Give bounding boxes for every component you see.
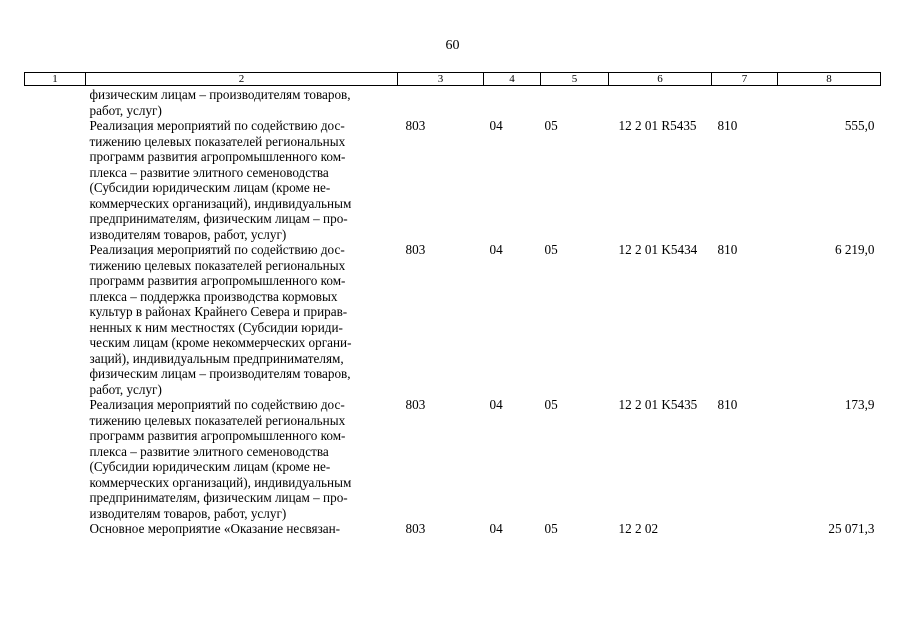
column-number-header (25, 73, 881, 86)
amount-cell: 173,9 (844, 397, 875, 412)
subsection-code-cell (541, 86, 609, 119)
amount-cell: 6 219,0 (834, 242, 875, 257)
header-cell: 1 (25, 73, 86, 86)
subsection-code-cell: 05 (544, 242, 558, 257)
description-cell: Реализация мероприятий по содействию дос- тижению целевых показателей региональных программ развития агропромышленного ком- плекса – развитие элитного семеноводства (Субсидии юридическим лицам (кроме не- коммерческих организаций), индивидуальным предпринимателям, физическим лицам – про- изводителям товаров, работ, услуг) (89, 397, 352, 521)
amount-cell (778, 86, 881, 119)
target-article-cell: 12 2 02 (618, 521, 659, 536)
header-cell: 7 (712, 73, 778, 86)
expense-type-cell (712, 521, 778, 537)
header-cell: 4 (484, 73, 541, 86)
row-number-cell (25, 86, 86, 119)
amount-cell: 555,0 (844, 118, 875, 133)
table-row (25, 521, 881, 537)
section-code-cell: 04 (489, 118, 503, 133)
table-row (25, 397, 881, 521)
section-code-cell: 04 (489, 397, 503, 412)
section-code-cell: 04 (489, 242, 503, 257)
header-cell: 2 (86, 73, 398, 86)
expense-type-cell: 810 (717, 242, 738, 257)
target-article-cell: 12 2 01 R5435 (618, 118, 697, 133)
target-article-cell (609, 86, 712, 119)
target-article-cell: 12 2 01 K5434 (618, 242, 698, 257)
header-cell: 3 (398, 73, 484, 86)
ministry-code-cell: 803 (405, 397, 426, 412)
table-row (25, 118, 881, 242)
table-row (25, 242, 881, 397)
header-cell: 6 (609, 73, 712, 86)
subsection-code-cell: 05 (544, 397, 558, 412)
subsection-code-cell: 05 (544, 521, 558, 536)
table-row (25, 86, 881, 119)
description-cell: физическим лицам – производителям товаров, работ, услуг) (89, 87, 351, 118)
budget-table (24, 72, 881, 537)
ministry-code-cell (398, 86, 484, 119)
target-article-cell: 12 2 01 K5435 (618, 397, 698, 412)
expense-type-cell: 810 (717, 397, 738, 412)
section-code-cell (484, 86, 541, 119)
amount-cell: 25 071,3 (828, 521, 875, 536)
subsection-code-cell: 05 (544, 118, 558, 133)
ministry-code-cell: 803 (405, 242, 426, 257)
row-number-cell (25, 242, 86, 397)
row-number-cell (25, 521, 86, 537)
header-cell: 8 (778, 73, 881, 86)
expense-type-cell (712, 86, 778, 119)
page-number: 60 (445, 38, 460, 53)
expense-type-cell: 810 (717, 118, 738, 133)
description-cell: Реализация мероприятий по содействию дос- тижению целевых показателей региональных программ развития агропромышленного ком- плекса – поддержка производства кормовых культур в районах Крайнего Севера и прирав- ненных к ним местностях (Субсидии юриди- ческим лицам (кроме некоммерческих органи- заций), индивидуальным предпринимателям, физическим лицам – производителям товаров, работ, услуг) (89, 242, 352, 397)
description-cell: Реализация мероприятий по содействию дос- тижению целевых показателей региональных программ развития агропромышленного ком- плекса – развитие элитного семеноводства (Субсидии юридическим лицам (кроме не- коммерческих организаций), индивидуальным предпринимателям, физическим лицам – про- изводителям товаров, работ, услуг) (89, 118, 352, 242)
section-code-cell: 04 (489, 521, 503, 536)
row-number-cell (25, 397, 86, 521)
ministry-code-cell: 803 (405, 118, 426, 133)
row-number-cell (25, 118, 86, 242)
ministry-code-cell: 803 (405, 521, 426, 536)
description-cell: Основное мероприятие «Оказание несвязан- (89, 521, 341, 536)
header-cell: 5 (541, 73, 609, 86)
